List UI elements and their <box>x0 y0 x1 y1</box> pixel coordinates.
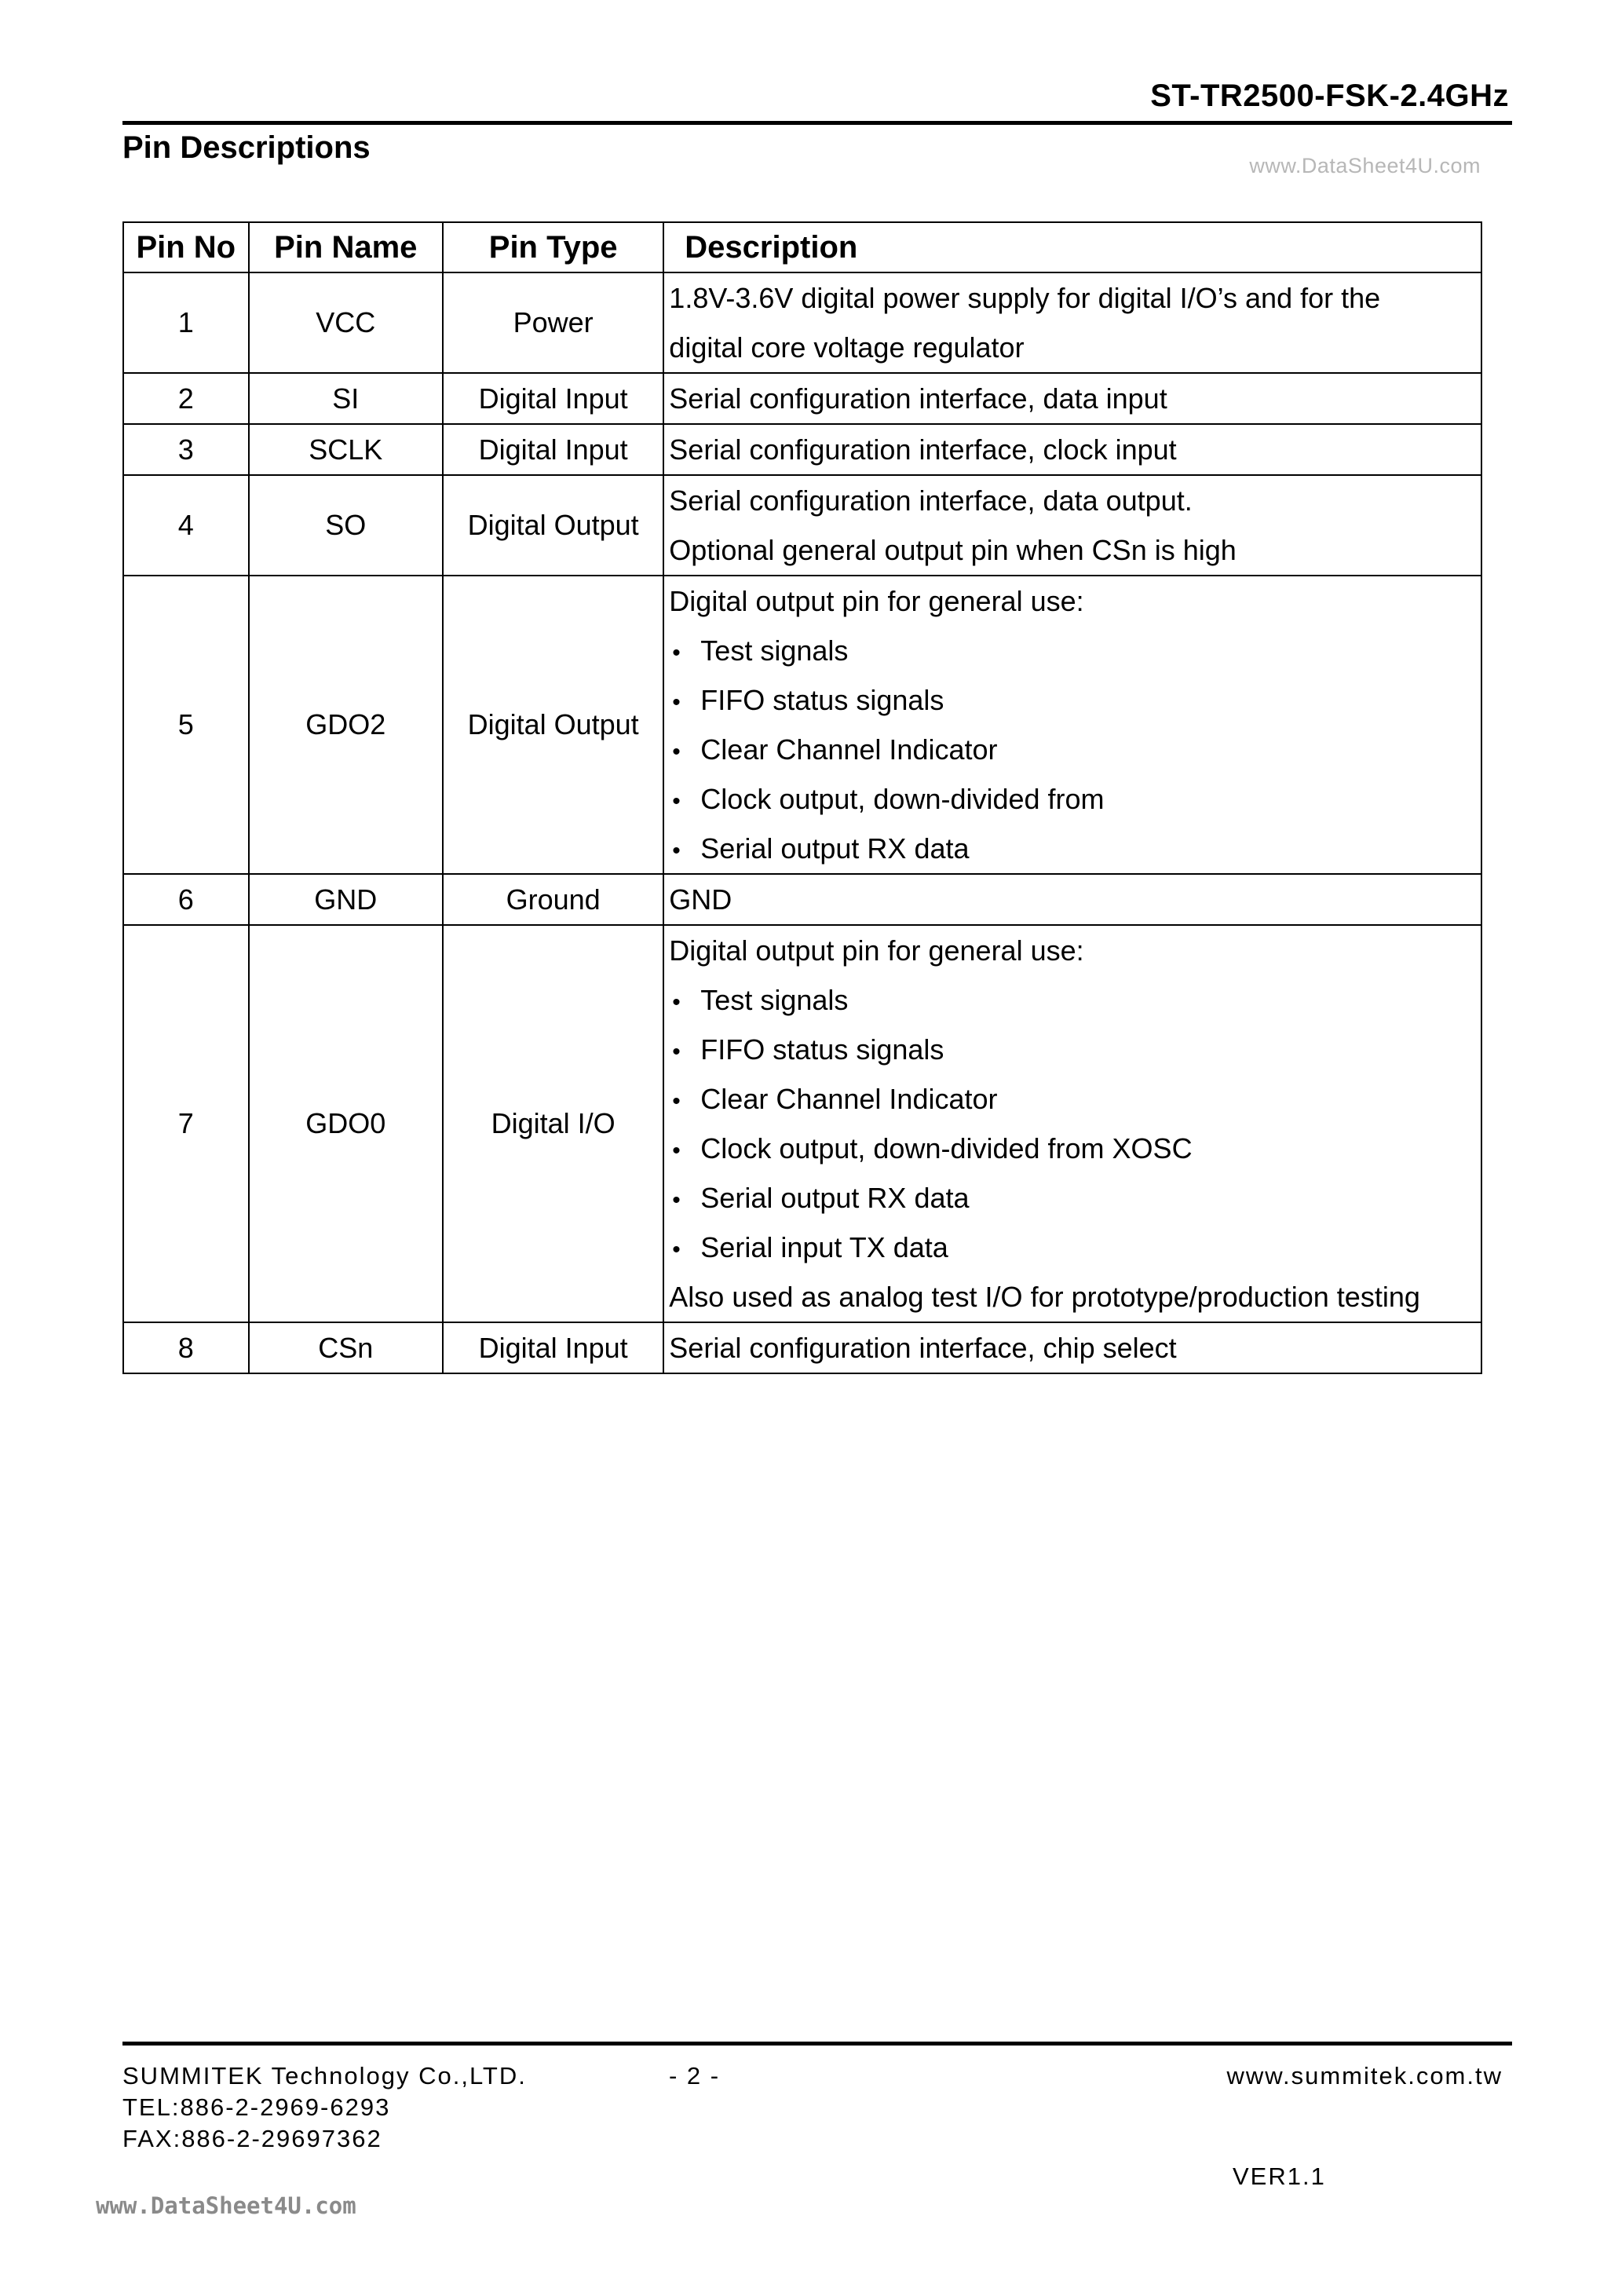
pin-type-cell: Digital Input <box>443 424 663 475</box>
header-rule <box>122 121 1512 125</box>
bullet-item <box>669 1173 1481 1223</box>
bullet-text: Clock output, down-divided from <box>700 783 1105 815</box>
table-row <box>123 925 1481 1322</box>
description-line: Optional general output pin when CSn is high <box>669 534 1237 566</box>
table-row <box>123 874 1481 925</box>
watermark-top: www.DataSheet4U.com <box>1249 154 1481 177</box>
bullet-text: Serial input TX data <box>700 1231 948 1263</box>
bullet-item <box>669 675 1481 725</box>
pin-type-cell: Power <box>443 272 663 373</box>
bullet-icon: • <box>672 1039 681 1065</box>
bullet-text: Serial output RX data <box>700 832 970 865</box>
bullet-text: Clear Channel Indicator <box>700 733 998 766</box>
pin-type-cell: Ground <box>443 874 663 925</box>
section-title: Pin Descriptions <box>122 130 371 165</box>
description-cell <box>663 874 1481 925</box>
description-line: Serial configuration interface, chip select <box>669 1332 1177 1364</box>
pin-type-cell: Digital I/O <box>443 925 663 1322</box>
footer-rule <box>122 2042 1512 2046</box>
pin-name-cell: GDO2 <box>249 576 443 874</box>
bullet-item <box>669 1223 1481 1272</box>
bullet-text: Test signals <box>700 984 849 1016</box>
bullet-icon: • <box>672 1138 681 1164</box>
table-row <box>123 373 1481 424</box>
bullet-text: Clock output, down-divided from XOSC <box>700 1132 1193 1164</box>
pin-type-cell: Digital Output <box>443 576 663 874</box>
pin-type-cell: Digital Output <box>443 475 663 576</box>
bullet-icon: • <box>672 739 681 765</box>
description-cell <box>663 424 1481 475</box>
bullet-icon: • <box>672 1237 681 1263</box>
description-line: 1.8V-3.6V digital power supply for digital I/O’s and for the <box>669 282 1381 314</box>
bullet-item <box>669 626 1481 675</box>
bullet-text: Serial output RX data <box>700 1182 970 1214</box>
col-header-pin-type: Pin Type <box>443 222 663 272</box>
pin-no-cell: 3 <box>123 424 249 475</box>
pin-no-cell: 7 <box>123 925 249 1322</box>
description-cell <box>663 373 1481 424</box>
pin-name-cell: GDO0 <box>249 925 443 1322</box>
bullet-item <box>669 725 1481 774</box>
description-cell <box>663 475 1481 576</box>
bullet-item <box>669 1025 1481 1074</box>
bullet-text: Clear Channel Indicator <box>700 1083 998 1115</box>
pin-name-cell: SO <box>249 475 443 576</box>
pin-name-cell: VCC <box>249 272 443 373</box>
bullet-item <box>669 1124 1481 1173</box>
description-line: Serial configuration interface, data output. <box>669 484 1193 517</box>
description-cell <box>663 576 1481 874</box>
col-header-description: Description <box>663 222 1481 272</box>
col-header-pin-no: Pin No <box>123 222 249 272</box>
footer-version: VER1.1 <box>1233 2163 1326 2190</box>
table-row <box>123 424 1481 475</box>
table-row <box>123 576 1481 874</box>
pin-no-cell: 2 <box>123 373 249 424</box>
bullet-item <box>669 824 1481 873</box>
pin-no-cell: 6 <box>123 874 249 925</box>
pin-table <box>122 221 1482 1374</box>
table-row <box>123 475 1481 576</box>
description-line: Digital output pin for general use: <box>669 585 1084 617</box>
description-cell <box>663 272 1481 373</box>
pin-no-cell: 4 <box>123 475 249 576</box>
description-cell <box>663 1322 1481 1373</box>
bullet-item <box>669 774 1481 824</box>
pin-type-cell: Digital Input <box>443 1322 663 1373</box>
description-line: Also used as analog test I/O for prototype/production testing <box>669 1281 1420 1313</box>
pin-no-cell: 5 <box>123 576 249 874</box>
footer-tel: TEL:886-2-2969-6293 <box>122 2093 391 2121</box>
bullet-icon: • <box>672 989 681 1015</box>
footer-page-number: - 2 - <box>669 2062 721 2089</box>
bullet-item <box>669 975 1481 1025</box>
pin-name-cell: CSn <box>249 1322 443 1373</box>
pin-no-cell: 8 <box>123 1322 249 1373</box>
table-header-row <box>123 222 1481 272</box>
description-line: GND <box>669 883 732 916</box>
bullet-icon: • <box>672 689 681 715</box>
description-line: digital core voltage regulator <box>669 331 1025 364</box>
watermark-bottom: www.DataSheet4U.com <box>96 2192 356 2219</box>
bullet-icon: • <box>672 1187 681 1213</box>
pin-name-cell: GND <box>249 874 443 925</box>
bullet-text: Test signals <box>700 634 849 667</box>
description-cell <box>663 925 1481 1322</box>
pin-name-cell: SI <box>249 373 443 424</box>
bullet-icon: • <box>672 838 681 864</box>
description-line: Serial configuration interface, data input <box>669 382 1167 415</box>
pin-type-cell: Digital Input <box>443 373 663 424</box>
pin-name-cell: SCLK <box>249 424 443 475</box>
bullet-icon: • <box>672 640 681 666</box>
footer-fax: FAX:886-2-29697362 <box>122 2125 382 2152</box>
table-row <box>123 1322 1481 1373</box>
pin-no-cell: 1 <box>123 272 249 373</box>
bullet-icon: • <box>672 788 681 814</box>
bullet-icon: • <box>672 1088 681 1114</box>
description-line: Serial configuration interface, clock input <box>669 433 1177 466</box>
document-code: ST-TR2500-FSK-2.4GHz <box>1150 79 1509 113</box>
footer-website: www.summitek.com.tw <box>1226 2062 1503 2089</box>
footer-company: SUMMITEK Technology Co.,LTD. <box>122 2062 527 2089</box>
table-row <box>123 272 1481 373</box>
bullet-text: FIFO status signals <box>700 1033 944 1066</box>
bullet-text: FIFO status signals <box>700 684 944 716</box>
bullet-item <box>669 1074 1481 1124</box>
description-line: Digital output pin for general use: <box>669 934 1084 967</box>
col-header-pin-name: Pin Name <box>249 222 443 272</box>
